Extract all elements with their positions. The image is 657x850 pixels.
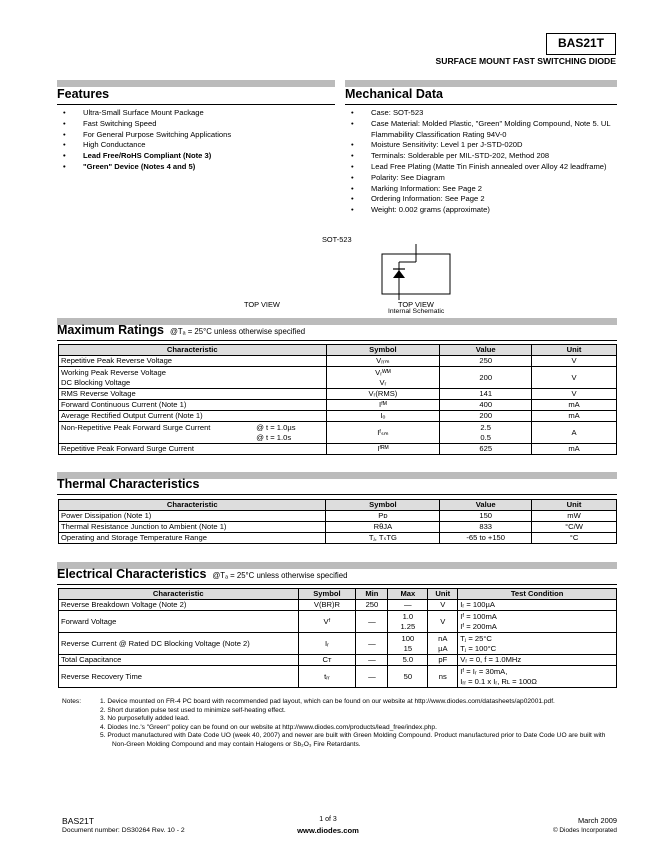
footer-docnum: Document number: DS30264 Rev. 10 - 2 — [62, 827, 185, 834]
footer-part: BAS21T — [62, 816, 95, 826]
table-row — [59, 356, 617, 367]
table-cell: Iᶠᴹ — [326, 400, 440, 411]
internal-schematic-label: Internal Schematic — [388, 308, 445, 315]
table-cell: Vᵣᵣₘ — [326, 356, 440, 367]
table-cell: pF — [428, 655, 458, 666]
column-header: Unit — [428, 589, 458, 600]
column-header: Characteristic — [59, 589, 299, 600]
note-item: 4. Diodes Inc.'s "Green" policy can be found on our website at http://www.diodes.com/products/lead_free/index.php. — [100, 723, 437, 731]
electrical-table — [58, 588, 617, 688]
footer-url[interactable]: www.diodes.com — [297, 826, 359, 835]
footer-copyright: © Diodes Incorporated — [552, 827, 617, 834]
table-cell: V — [428, 600, 458, 611]
mechanical-list — [345, 108, 617, 216]
thermal-table — [58, 499, 617, 544]
table-row — [59, 400, 617, 411]
table-cell: Repetitive Peak Forward Surge Current — [59, 444, 327, 455]
electrical-heading: Electrical Characteristics @Tₐ = 25°C unless otherwise specified — [57, 567, 617, 585]
table-row — [59, 367, 617, 389]
table-cell: RθJA — [326, 522, 440, 533]
table-row — [59, 511, 617, 522]
table-cell: Iᶠ = 100mA Iᶠ = 200mA — [458, 611, 617, 633]
table-cell: ns — [428, 666, 458, 688]
table-row — [59, 533, 617, 544]
column-header: Value — [440, 500, 532, 511]
table-row — [59, 611, 617, 633]
table-cell: Iᶠᴿᴹ — [326, 444, 440, 455]
table-cell: Iᶠₛₘ — [326, 422, 440, 444]
table-cell: mA — [532, 411, 617, 422]
table-cell: — — [356, 655, 388, 666]
table-cell: Vᵣ = 0, f = 1.0MHz — [458, 655, 617, 666]
column-header: Test Condition — [458, 589, 617, 600]
table-cell: Vᵣᵂᴹ Vᵣ — [326, 367, 440, 389]
table-cell: Pᴅ — [326, 511, 440, 522]
notes-label: Notes: — [62, 698, 82, 705]
table-cell: 1.0 1.25 — [388, 611, 428, 633]
column-header: Value — [440, 345, 532, 356]
features-heading: Features — [57, 87, 335, 105]
document-subtitle: SURFACE MOUNT FAST SWITCHING DIODE — [435, 56, 616, 66]
list-item: • For General Purpose Switching Applications — [57, 130, 335, 141]
column-header: Min — [356, 589, 388, 600]
table-cell: 625 — [440, 444, 532, 455]
list-item: • Case Material: Molded Plastic, "Green" Molding Compound, Note 5. UL Flammability Classification Rating 94V-0 — [345, 119, 617, 141]
top-view-left: TOP VIEW — [244, 300, 280, 309]
column-header: Symbol — [298, 589, 356, 600]
table-cell: nA µA — [428, 633, 458, 655]
column-header: Unit — [532, 345, 617, 356]
table-cell: 141 — [440, 389, 532, 400]
list-item: • Ordering Information: See Page 2 — [345, 194, 617, 205]
list-item: • Lead Free/RoHS Compliant (Note 3) — [57, 151, 335, 162]
table-cell: 200 — [440, 367, 532, 389]
table-row — [59, 444, 617, 455]
table-cell: °C/W — [532, 522, 617, 533]
max-ratings-table — [58, 344, 617, 455]
table-cell: Thermal Resistance Junction to Ambient (Note 1) — [59, 522, 326, 533]
list-item: • Polarity: See Diagram — [345, 173, 617, 184]
table-cell: V(BR)R — [298, 600, 356, 611]
column-header: Unit — [532, 500, 617, 511]
table-row — [59, 389, 617, 400]
table-cell: V — [532, 389, 617, 400]
table-cell: 833 — [440, 522, 532, 533]
list-item: • Weight: 0.002 grams (approximate) — [345, 205, 617, 216]
table-cell: — — [356, 666, 388, 688]
table-cell: Average Rectified Output Current (Note 1) — [59, 411, 327, 422]
list-item: • Case: SOT-523 — [345, 108, 617, 119]
mechanical-heading: Mechanical Data — [345, 87, 617, 105]
sot523-schematic — [377, 244, 457, 300]
table-cell: 100 15 — [388, 633, 428, 655]
table-cell: Operating and Storage Temperature Range — [59, 533, 326, 544]
table-cell: Vᵣ(RMS) — [326, 389, 440, 400]
column-header: Symbol — [326, 500, 440, 511]
table-row — [59, 522, 617, 533]
surge-conditions: @ t = 1.0µs @ t = 1.0s — [256, 422, 296, 442]
features-bar — [57, 80, 335, 87]
table-row — [59, 655, 617, 666]
table-cell: Repetitive Peak Reverse Voltage — [59, 356, 327, 367]
table-cell: -65 to +150 — [440, 533, 532, 544]
footer-page: 1 of 3 — [319, 816, 337, 823]
features-list — [57, 108, 335, 173]
note-item: 3. No purposefully added lead. — [100, 715, 190, 723]
table-cell: Working Peak Reverse Voltage DC Blocking Voltage — [59, 367, 327, 389]
table-cell: Iᵣ — [298, 633, 356, 655]
table-cell: Forward Voltage — [59, 611, 299, 633]
table-cell: Forward Continuous Current (Note 1) — [59, 400, 327, 411]
package-label: SOT-523 — [322, 235, 352, 244]
table-cell: Power Dissipation (Note 1) — [59, 511, 326, 522]
table-cell: A — [532, 422, 617, 444]
table-cell: Non-Repetitive Peak Forward Surge Current @ t = 1.0µs @ t = 1.0s — [59, 422, 327, 444]
table-cell: V — [532, 367, 617, 389]
table-cell: — — [356, 633, 388, 655]
table-cell: Total Capacitance — [59, 655, 299, 666]
table-cell: Iᶠ = Iᵣ = 30mA, Iᵣᵣ = 0.1 x Iᵣ, Rʟ = 100Ω — [458, 666, 617, 688]
mechanical-bar — [345, 80, 617, 87]
list-item: • Marking Information: See Page 2 — [345, 184, 617, 195]
table-cell: 400 — [440, 400, 532, 411]
table-row — [59, 422, 617, 444]
table-cell: — — [356, 611, 388, 633]
list-item: • Moisture Sensitivity: Level 1 per J-STD-020D — [345, 140, 617, 151]
table-cell: 2.5 0.5 — [440, 422, 532, 444]
notes-list — [100, 698, 615, 750]
table-cell: Tⱼ = 25°C Tⱼ = 100°C — [458, 633, 617, 655]
column-header: Max — [388, 589, 428, 600]
table-cell: RMS Reverse Voltage — [59, 389, 327, 400]
table-cell: Cᴛ — [298, 655, 356, 666]
list-item: • Terminals: Solderable per MIL-STD-202, Method 208 — [345, 151, 617, 162]
footer-date: March 2009 — [577, 816, 617, 825]
list-item: • High Conductance — [57, 140, 335, 151]
table-row — [59, 600, 617, 611]
table-cell: 50 — [388, 666, 428, 688]
table-cell: — — [388, 600, 428, 611]
top-view-right: TOP VIEW — [398, 300, 434, 309]
table-row — [59, 633, 617, 655]
column-header: Characteristic — [59, 345, 327, 356]
list-item: • "Green" Device (Notes 4 and 5) — [57, 162, 335, 173]
table-cell: Iₒ — [326, 411, 440, 422]
table-row — [59, 666, 617, 688]
table-cell: mA — [532, 400, 617, 411]
note-item: 5. Product manufactured with Date Code UO (week 40, 2007) and newer are built with Green Molding Compound. Product manufactured prior to Date Code UO are built with Non-Green Molding Compound and may contain Halogens or Sb₂O₃ Fire Retardants. — [100, 732, 606, 748]
max-ratings-heading: Maximum Ratings @Tₐ = 25°C unless otherwise specified — [57, 323, 617, 341]
column-header: Symbol — [326, 345, 440, 356]
column-header: Characteristic — [59, 500, 326, 511]
table-cell: 5.0 — [388, 655, 428, 666]
thermal-heading: Thermal Characteristics — [57, 477, 617, 495]
table-cell: V — [532, 356, 617, 367]
table-cell: 250 — [440, 356, 532, 367]
table-cell: V — [428, 611, 458, 633]
table-cell: Vᶠ — [298, 611, 356, 633]
table-cell: Reverse Current @ Rated DC Blocking Voltage (Note 2) — [59, 633, 299, 655]
note-item: 2. Short duration pulse test used to minimize self-heating effect. — [100, 706, 286, 714]
table-cell: Iᵣ = 100µA — [458, 600, 617, 611]
table-cell: tᵣᵣ — [298, 666, 356, 688]
table-cell: Reverse Breakdown Voltage (Note 2) — [59, 600, 299, 611]
table-cell: °C — [532, 533, 617, 544]
list-item: • Lead Free Plating (Matte Tin Finish annealed over Alloy 42 leadframe) — [345, 162, 617, 173]
table-cell: 150 — [440, 511, 532, 522]
note-item: 1. Device mounted on FR-4 PC board with recommended pad layout, which can be found on our website at http://www.diodes.com/datasheets/ap02001.pdf. — [100, 698, 555, 705]
list-item: • Ultra-Small Surface Mount Package — [57, 108, 335, 119]
list-item: • Fast Switching Speed — [57, 119, 335, 130]
table-cell: mW — [532, 511, 617, 522]
part-number-box: BAS21T — [546, 33, 616, 55]
table-cell: mA — [532, 444, 617, 455]
table-row — [59, 411, 617, 422]
table-cell: Tⱼ, TₛTG — [326, 533, 440, 544]
table-cell: 200 — [440, 411, 532, 422]
table-cell: 250 — [356, 600, 388, 611]
table-cell: Reverse Recovery Time — [59, 666, 299, 688]
